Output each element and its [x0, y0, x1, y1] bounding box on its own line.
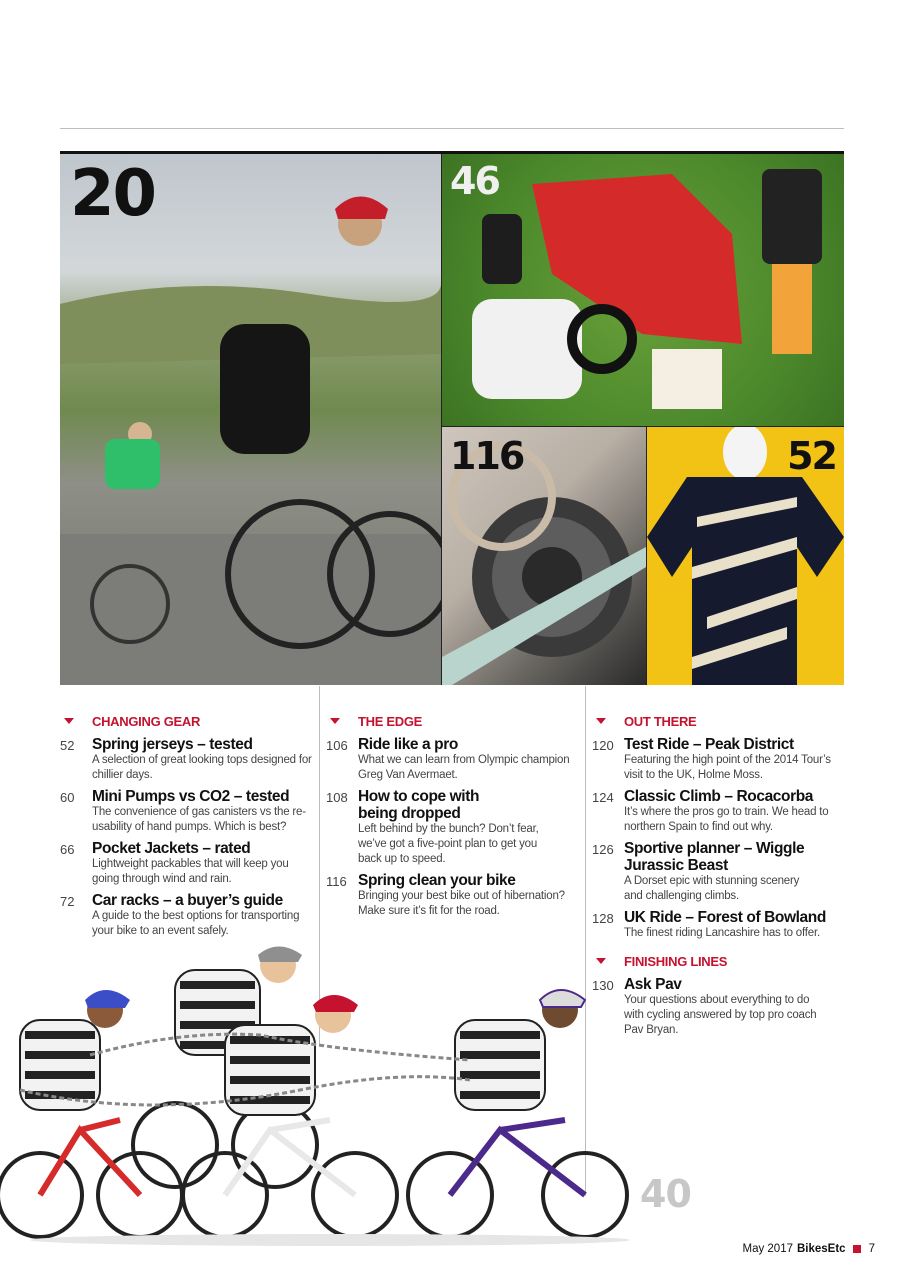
toc-entry[interactable]	[592, 840, 844, 904]
toc-entry[interactable]	[592, 736, 844, 783]
entry-desc: Lightweight packables that will keep you going through wind and rain.	[92, 858, 289, 885]
toc-entry[interactable]	[60, 736, 312, 783]
footer-brand: BikesEtc	[797, 1243, 846, 1255]
footer-page: 7	[868, 1243, 875, 1255]
toc-entry[interactable]	[592, 788, 844, 835]
page-footer	[742, 1243, 875, 1255]
riders-illustration	[60, 154, 441, 685]
entry-desc: The convenience of gas canisters vs the re-usability of hand pumps. Which is best?	[92, 806, 306, 833]
page-number-116: 116	[450, 434, 524, 478]
entry-page: 126	[592, 842, 614, 857]
section-the-edge	[326, 712, 578, 924]
entry-page: 124	[592, 790, 614, 805]
entry-desc: It’s where the pros go to train. We head to northern Spain to find out why.	[624, 806, 829, 833]
entry-page: 108	[326, 790, 348, 805]
kit-illustration	[442, 154, 844, 426]
entry-desc: What we can learn from Olympic champion Greg Van Avermaet.	[358, 754, 570, 781]
entry-title: How to cope with being dropped	[358, 788, 480, 822]
entry-title: Pocket Jackets – rated	[92, 840, 251, 857]
photo-jersey[interactable]	[647, 427, 844, 685]
entry-desc: The finest riding Lancashire has to offer.	[624, 927, 820, 939]
toc-entry[interactable]	[326, 788, 578, 867]
section-header	[592, 712, 844, 730]
entry-title: Test Ride – Peak District	[624, 736, 794, 753]
cyclist-4	[408, 990, 627, 1237]
section-title: FINISHING LINES	[624, 953, 728, 969]
entry-page: 130	[592, 978, 614, 993]
entry-page: 66	[60, 842, 75, 857]
illustration-page-number: 40	[640, 1172, 691, 1216]
triangle-down-icon	[330, 718, 340, 724]
section-header	[326, 712, 578, 730]
entry-title: Sportive planner – Wiggle Jurassic Beast	[624, 840, 805, 874]
entry-title: Spring jerseys – tested	[92, 736, 253, 753]
entry-desc: Featuring the high point of the 2014 Tour’s visit to the UK, Holme Moss.	[624, 754, 831, 781]
toc-entry[interactable]	[326, 736, 578, 783]
entry-title: Spring clean your bike	[358, 872, 516, 889]
photo-grid	[60, 151, 844, 685]
entry-title: Classic Climb – Rocacorba	[624, 788, 813, 805]
top-rule	[60, 128, 844, 129]
photo-riders-climbing[interactable]	[60, 154, 441, 685]
entry-page: 72	[60, 894, 75, 909]
section-changing-gear	[60, 712, 312, 944]
photo-drivetrain[interactable]	[442, 427, 646, 685]
cyclist-1	[0, 990, 182, 1237]
entry-page: 52	[60, 738, 75, 753]
square-icon	[853, 1245, 861, 1253]
entry-desc: A guide to the best options for transporting your bike to an event safely.	[92, 910, 300, 937]
section-header	[60, 712, 312, 730]
entry-title: Ride like a pro	[358, 736, 458, 753]
footer-date: May 2017	[742, 1243, 793, 1255]
page-number-20: 20	[70, 157, 156, 231]
chain-gang-illustration	[0, 940, 660, 1250]
section-title: OUT THERE	[624, 713, 697, 729]
entry-desc: A selection of great looking tops designed for chillier days.	[92, 754, 312, 781]
entry-page: 60	[60, 790, 75, 805]
toc-entry[interactable]	[60, 840, 312, 887]
entry-page: 128	[592, 911, 614, 926]
toc-entry[interactable]	[60, 892, 312, 939]
entry-desc: Your questions about everything to do with cycling answered by top pro coach Pav Bryan.	[624, 994, 817, 1036]
entry-desc: Left behind by the bunch? Don’t fear, we’ve got a five-point plan to get you back up to speed.	[358, 823, 539, 865]
entry-title: Ask Pav	[624, 976, 682, 993]
entry-title: Car racks – a buyer’s guide	[92, 892, 283, 909]
toc-entry[interactable]	[326, 872, 578, 919]
page-number-52: 52	[787, 434, 836, 478]
toc-entry[interactable]	[60, 788, 312, 835]
section-title: THE EDGE	[358, 713, 423, 729]
entry-desc: A Dorset epic with stunning scenery and challenging climbs.	[624, 875, 800, 902]
entry-desc: Bringing your best bike out of hibernation? Make sure it’s fit for the road.	[358, 890, 565, 917]
toc-entry[interactable]	[592, 909, 844, 941]
entry-title: UK Ride – Forest of Bowland	[624, 909, 826, 926]
triangle-down-icon	[596, 718, 606, 724]
page-number-46: 46	[450, 159, 499, 203]
triangle-down-icon	[64, 718, 74, 724]
entry-page: 120	[592, 738, 614, 753]
entry-page: 116	[326, 874, 347, 889]
entry-page: 106	[326, 738, 348, 753]
photo-pocket-essentials[interactable]	[442, 154, 844, 426]
entry-title: Mini Pumps vs CO2 – tested	[92, 788, 290, 805]
section-title: CHANGING GEAR	[92, 713, 201, 729]
